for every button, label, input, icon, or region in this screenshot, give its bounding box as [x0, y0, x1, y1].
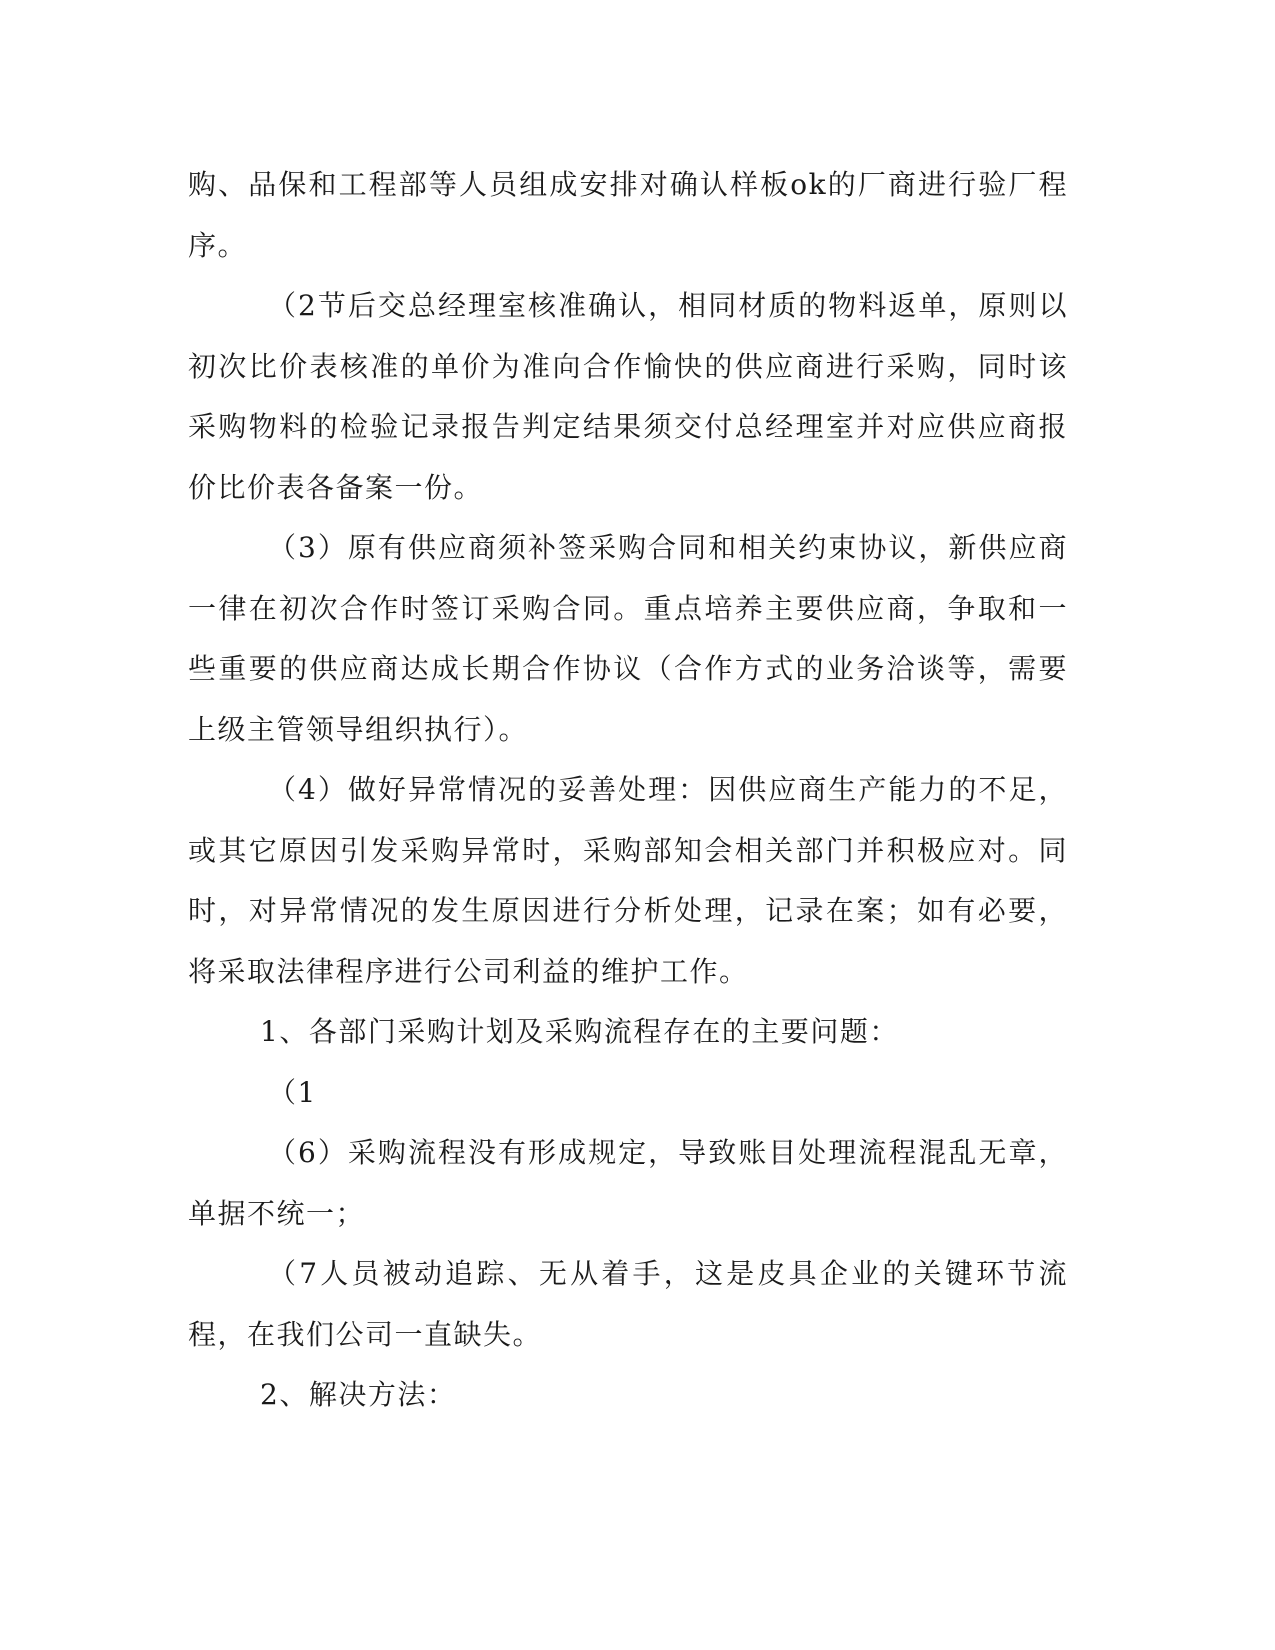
paragraph-continuation: 购、品保和工程部等人员组成安排对确认样板ok的厂商进行验厂程序。: [188, 168, 1068, 262]
section-heading-solutions: 2、解决方法：: [260, 1378, 457, 1411]
paragraph-item-6: （6）采购流程没有形成规定，导致账目处理流程混乱无章，单据不统一；: [188, 1136, 1068, 1230]
paragraph-item-2: （2节后交总经理室核准确认，相同材质的物料返单，原则以初次比价表核准的单价为准向合作愉快的供应商进行采购，同时该采购物料的检验记录报告判定结果须交付总经理室并对应供应商报价比价表各备案一份。: [188, 289, 1068, 504]
paragraph-item-1-fragment: （1: [268, 1075, 317, 1109]
paragraph-item-4: （4）做好异常情况的妥善处理：因供应商生产能力的不足，或其它原因引发采购异常时，采购部知会相关部门并积极应对。同时，对异常情况的发生原因进行分析处理，记录在案；如有必要，将采取法律程序进行公司利益的维护工作。: [188, 773, 1068, 988]
section-heading-problems: 1、各部门采购计划及采购流程存在的主要问题：: [260, 1015, 899, 1048]
document-body: [188, 155, 1068, 1426]
paragraph-item-7: （7人员被动追踪、无从着手，这是皮具企业的关键环节流程，在我们公司一直缺失。: [188, 1257, 1068, 1351]
paragraph-item-3: （3）原有供应商须补签采购合同和相关约束协议，新供应商一律在初次合作时签订采购合同。重点培养主要供应商，争取和一些重要的供应商达成长期合作协议（合作方式的业务洽谈等，需要上级主管领导组织执行）。: [188, 531, 1068, 746]
